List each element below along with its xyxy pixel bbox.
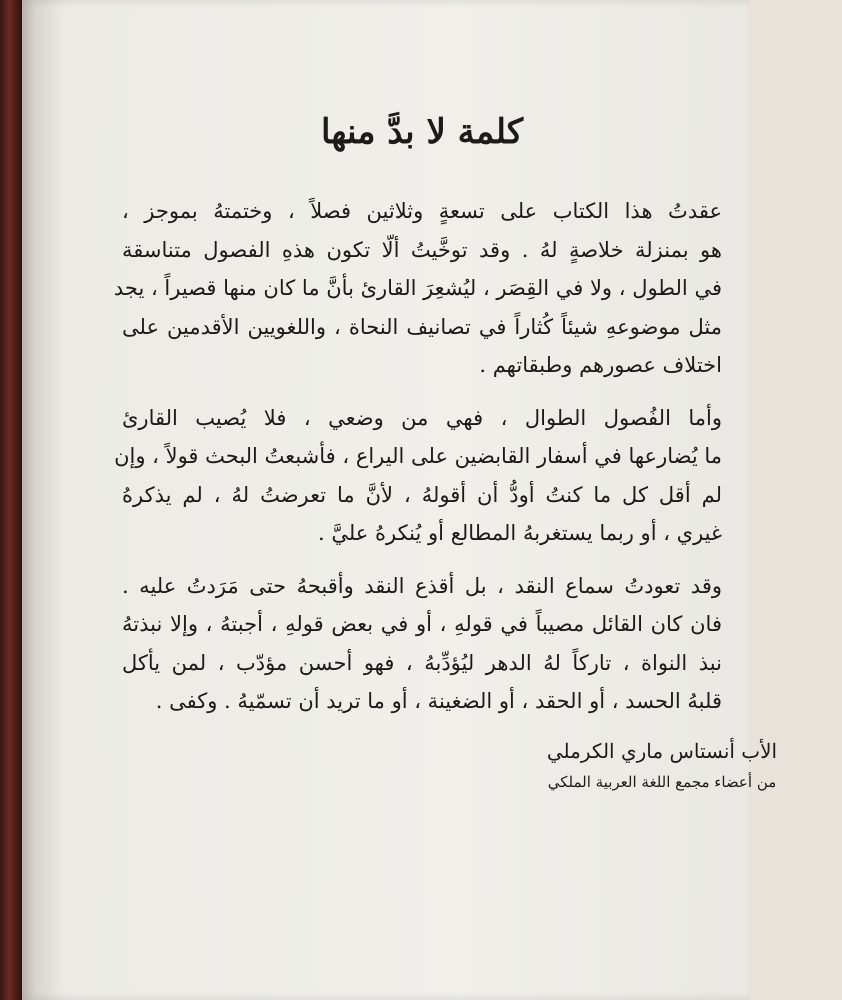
signature-block	[482, 735, 842, 797]
paragraph-3	[122, 567, 722, 721]
text-line: وأما الفُصول الطوال ، فهي من وضعي ، فلا يُصيب القارئ	[122, 405, 722, 430]
text-line: في الطول ، ولا في القِصَر ، ليُشعِرَ القارئ بأنَّ ما كان منها قصيراً ، يجد	[113, 276, 722, 300]
book-spine-edge	[0, 0, 22, 1000]
author-title: من أعضاء مجمع اللغة العربية الملكي	[547, 772, 777, 791]
text-line: فان كان القائل مصيباً في قولهِ ، أو في بعض قولهِ ، أجبتهُ ، وإلا نبذتهُ	[122, 612, 722, 636]
text-line: نبذ النواة ، تاركاً لهُ الدهر ليُؤدِّبهُ ، فهو أحسن مؤدّب ، لمن يأكل	[122, 650, 722, 675]
author-name: الأب أنستاس ماري الكرملي	[546, 738, 778, 763]
text-line: اختلاف عصورهم وطبقاتهم .	[479, 353, 722, 377]
paragraph-2	[114, 399, 722, 553]
text-line: لم أقل كل ما كنتُ أودُّ أن أقولهُ ، لأنَّ ما تعرضتُ لهُ ، لم يذكرهُ	[122, 482, 722, 507]
text-line: قلبهُ الحسد ، أو الحقد ، أو الضغينة ، أو ما تريد أن تسمّيهُ . وكفى .	[155, 689, 722, 713]
text-line: وقد تعودتُ سماع النقد ، بل أقذع النقد وأقبحهُ حتى مَرَدتُ عليه .	[122, 573, 722, 598]
text-line: غيري ، أو ربما يستغربهُ المطالع أو يُنكرهُ عليَّ .	[317, 521, 722, 545]
page-title: كلمة لا بدَّ منها	[320, 112, 524, 152]
text-line: ما يُضارعها في أسفار القابضين على اليراع ، فأشبعتُ البحث قولاً ، وإن	[114, 444, 722, 468]
page-content	[113, 112, 778, 797]
paragraph-1	[113, 192, 722, 385]
text-line: هو بمنزلة خلاصةٍ لهُ . وقد توخَّيتُ ألّا تكون هذهِ الفصول متناسقة	[122, 237, 722, 262]
text-line: عقدتُ هذا الكتاب على تسعةٍ وثلاثين فصلاً ، وختمتهُ بموجز ،	[122, 199, 722, 223]
book-page	[22, 0, 778, 1000]
text-line: مثل موضوعهِ شيئاً كُثاراً في تصانيف النحاة ، واللغويين الأقدمين على	[122, 314, 722, 339]
